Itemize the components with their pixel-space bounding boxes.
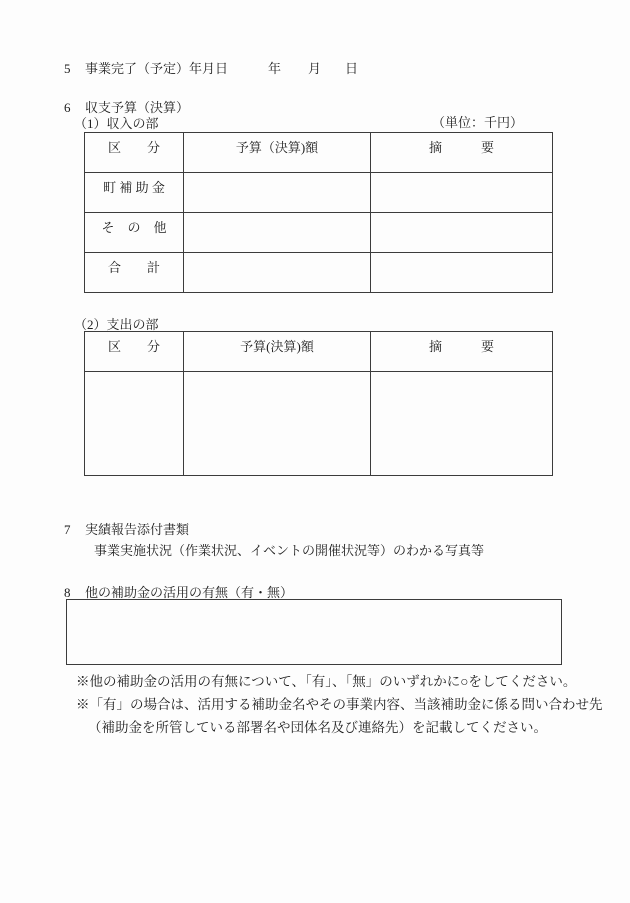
day-label: 日	[345, 61, 359, 76]
income-header-remark: 摘 要	[371, 133, 553, 173]
section-5-number: 5	[64, 61, 71, 76]
expense-body-kubun	[85, 372, 184, 476]
income-row-other-amount	[184, 213, 371, 253]
section-5-label: 事業完了（予定）年月日	[85, 61, 229, 76]
income-row-total-remark	[371, 253, 553, 293]
section-6-number: 6	[64, 100, 71, 115]
note-line-3: （補助金を所管している部署名や団体名及び連絡先）を記載してください。	[88, 720, 547, 735]
income-caption: （1）収入の部	[74, 116, 159, 131]
section-7-number: 7	[64, 522, 71, 537]
note-line-1: ※他の補助金の活用の有無について、「有」、「無」のいずれかに○をしてください。	[76, 674, 577, 689]
expense-header-amount: 予算(決算)額	[184, 332, 371, 372]
year-label: 年	[268, 61, 282, 76]
expense-body-remark	[371, 372, 553, 476]
section-6-label: 収支予算（決算）	[85, 100, 190, 115]
section-8-number: 8	[64, 585, 71, 600]
income-row-other-label: そ の 他	[85, 213, 184, 253]
income-row-other-remark	[371, 213, 553, 253]
expense-table	[84, 331, 553, 476]
section-7-label: 実績報告添付書類	[85, 522, 190, 537]
income-row-town-subsidy-label: 町 補 助 金	[85, 173, 184, 213]
income-row-town-subsidy-amount	[184, 173, 371, 213]
income-table	[84, 132, 553, 293]
section-8-label: 他の補助金の活用の有無（有・無）	[85, 585, 294, 600]
month-label: 月	[308, 61, 322, 76]
income-row-town-subsidy-remark	[371, 173, 553, 213]
expense-header-kubun: 区 分	[85, 332, 184, 372]
unit-label: （単位：千円）	[432, 115, 524, 130]
income-row-total-amount	[184, 253, 371, 293]
note-line-2: ※「有」の場合は、活用する補助金名やその事業内容、当該補助金に係る問い合わせ先	[76, 697, 603, 712]
section-7-detail: 事業実施状況（作業状況、イベントの開催状況等）のわかる写真等	[94, 543, 485, 558]
subsidy-usage-entry-box	[66, 599, 562, 665]
income-row-total-label: 合 計	[85, 253, 184, 293]
expense-body-amount	[184, 372, 371, 476]
expense-header-remark: 摘 要	[371, 332, 553, 372]
expense-caption: （2）支出の部	[74, 317, 159, 332]
income-header-amount: 予算（決算)額	[184, 133, 371, 173]
income-header-kubun: 区 分	[85, 133, 184, 173]
